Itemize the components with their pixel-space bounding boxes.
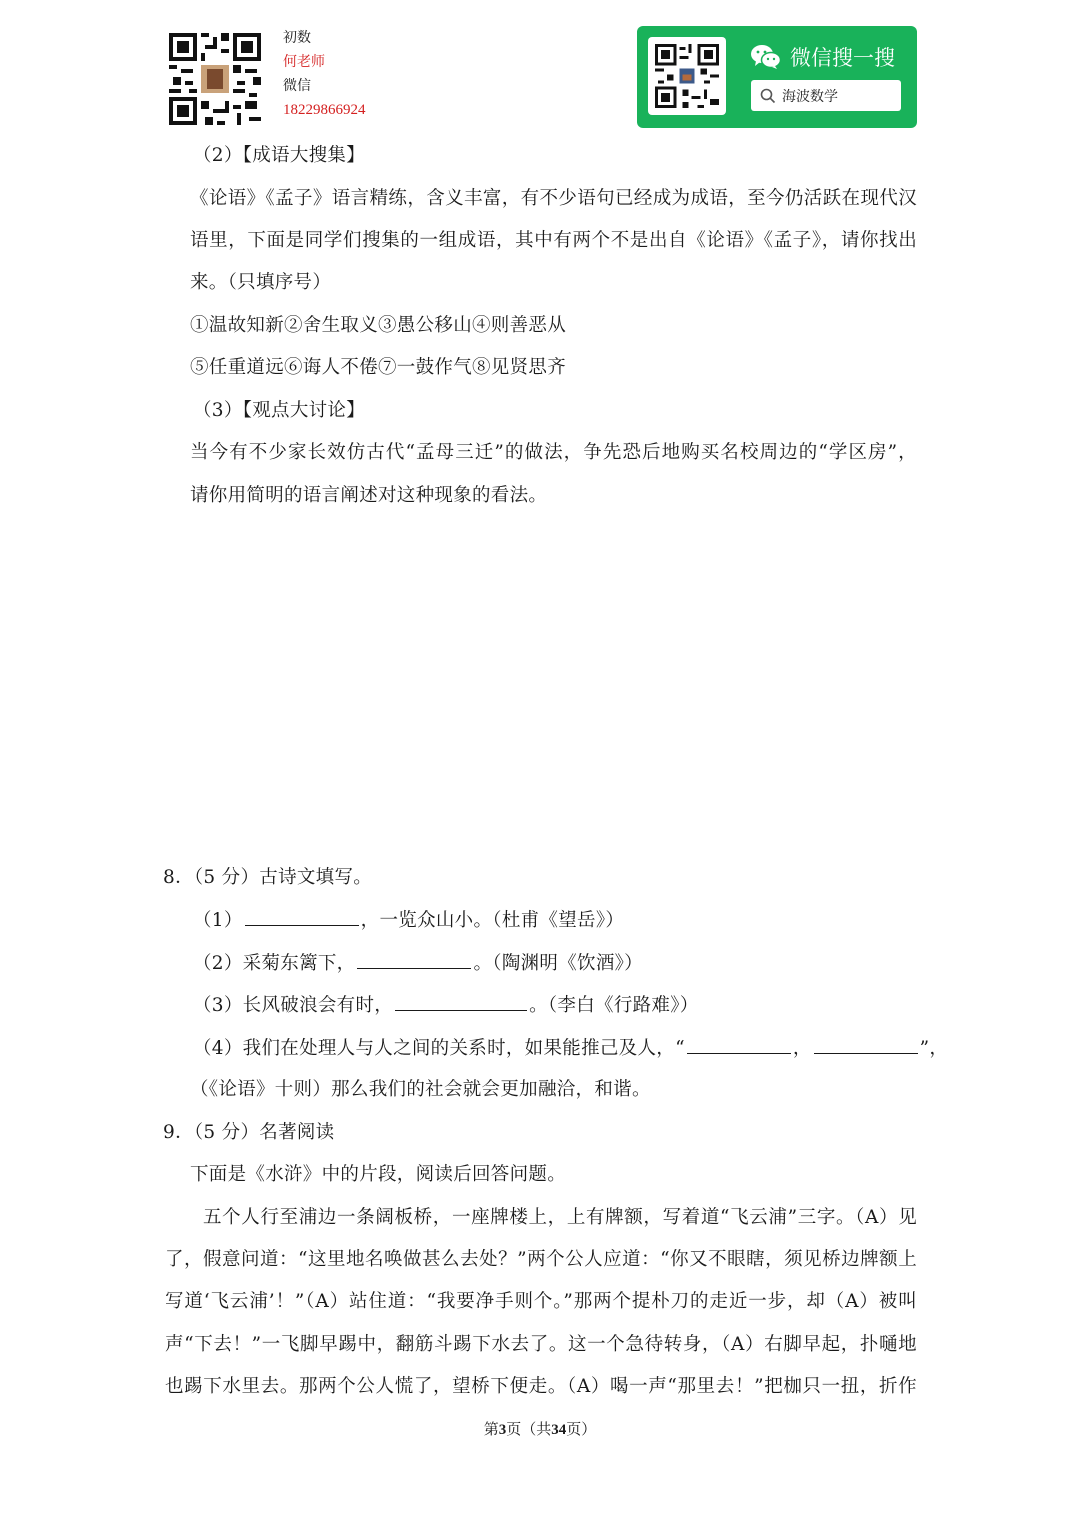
q7-part3-line1: 当今有不少家长效仿古代“孟母三迁”的做法，争先恐后地购买名校周边的“学区房”， xyxy=(190,442,917,463)
wechat-search-text: 海波数学 xyxy=(782,88,838,105)
q8-sentence3 xyxy=(193,990,699,1017)
q7-part3-line2: 请你用简明的语言阐述对这种现象的看法。 xyxy=(190,485,548,506)
search-icon xyxy=(760,88,776,104)
answer-blank[interactable] xyxy=(395,990,527,1011)
wechat-search-title xyxy=(750,42,895,72)
q9-passage-line3: 写道‘飞云浦’！”（A）站住道：“我要净手则个。”那两个提朴刀的走近一步，却（A）被叫 xyxy=(165,1291,917,1312)
wechat-title-text: 微信搜一搜 xyxy=(790,46,895,70)
q7-part3-title: （3）【观点大讨论】 xyxy=(193,400,366,421)
q8-title: 8．（5 分）古诗文填写。 xyxy=(163,867,373,888)
answer-blank[interactable] xyxy=(687,1033,791,1054)
footer-total-pages: 34 xyxy=(551,1422,567,1438)
q8-sentence4 xyxy=(193,1033,948,1060)
q8-s4-prefix: （4）我们在处理人与人之间的关系时，如果能推己及人，“ xyxy=(193,1038,685,1059)
q8-s4-mid: ， xyxy=(792,1038,812,1059)
q8-s2-prefix: （2）采菊东篱下， xyxy=(193,953,356,974)
idioms-line2: ⑤任重道远⑥诲人不倦⑦一鼓作气⑧见贤思齐 xyxy=(190,357,567,378)
q8-sentence4-line2: （《论语》十则）那么我们的社会就会更加融洽，和谐。 xyxy=(190,1079,651,1100)
q9-passage-line5: 也踢下水里去。那两个公人慌了，望桥下便走。（A）喝一声“那里去！”把枷只一扭，折作 xyxy=(165,1376,917,1397)
teacher-name: 何老师 xyxy=(283,54,325,70)
wechat-search-card[interactable] xyxy=(637,26,917,128)
qr-code-icon xyxy=(169,33,261,125)
answer-blank[interactable] xyxy=(814,1033,918,1054)
footer-middle: 页（共 xyxy=(506,1420,552,1438)
footer-prefix: 第 xyxy=(483,1420,499,1438)
phone-number: 18229866924 xyxy=(283,102,366,118)
q8-s4-suffix: ”， xyxy=(919,1038,949,1059)
q9-passage-line4: 声“下去！”一飞脚早踢中，翻筋斗踢下水去了。这一个急待转身，（A）右脚早起，扑嗵地 xyxy=(165,1334,917,1355)
q7-part2-title: （2）【成语大搜集】 xyxy=(193,145,366,166)
q7-part2-line2: 语里，下面是同学们搜集的一组成语，其中有两个不是出自《论语》《孟子》，请你找出 xyxy=(190,230,917,251)
page-footer xyxy=(0,1418,1080,1439)
contact-info xyxy=(283,26,366,122)
qr-code-icon xyxy=(655,44,719,108)
q9-passage-line1: 五个人行至浦边一条阔板桥，一座牌楼上，上有牌额，写着道“飞云浦”三字。（A）见 xyxy=(203,1207,917,1228)
wechat-qr-box xyxy=(648,37,726,115)
idioms-line1: ①温故知新②舍生取义③愚公移山④则善恶从 xyxy=(190,315,567,336)
wechat-icon xyxy=(750,44,782,70)
q9-title: 9．（5 分）名著阅读 xyxy=(163,1122,335,1143)
wechat-search-box[interactable] xyxy=(751,80,901,111)
q8-s2-suffix: 。（陶渊明《饮酒》） xyxy=(473,953,643,974)
q8-s3-prefix: （3）长风破浪会有时， xyxy=(193,995,394,1016)
footer-page-number: 3 xyxy=(498,1422,507,1438)
q8-s1-suffix: ，一览众山小。（杜甫《望岳》） xyxy=(360,910,625,931)
q9-passage-line2: 了，假意问道：“这里地名唤做甚么去处？”两个公人应道：“你又不眼瞎，须见桥边牌额上 xyxy=(165,1249,917,1270)
contact-line3: 微信 xyxy=(283,78,311,94)
answer-blank[interactable] xyxy=(357,948,471,969)
q9-intro: 下面是《水浒》中的片段，阅读后回答问题。 xyxy=(190,1164,567,1185)
q8-s3-suffix: 。（李白《行路难》） xyxy=(529,995,699,1016)
q7-part2-line1: 《论语》《孟子》语言精练，含义丰富，有不少语句已经成为成语，至今仍活跃在现代汉 xyxy=(190,188,917,209)
q8-sentence2 xyxy=(193,948,643,975)
footer-suffix: 页） xyxy=(566,1420,597,1438)
contact-line1: 初数 xyxy=(283,30,311,46)
q7-part2-line3: 来。（只填序号） xyxy=(190,272,332,293)
q8-s1-prefix: （1） xyxy=(193,910,243,931)
q8-sentence1 xyxy=(193,905,624,932)
answer-blank[interactable] xyxy=(245,905,359,926)
